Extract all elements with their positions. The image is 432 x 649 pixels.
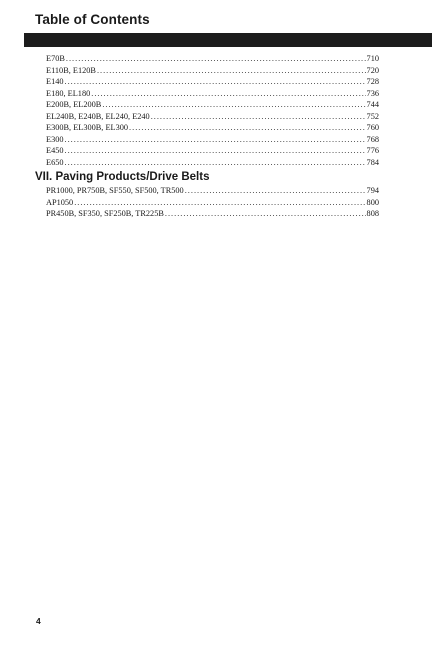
toc-entry[interactable] <box>46 157 379 168</box>
toc-entry[interactable] <box>46 88 379 99</box>
entry-page-number: 784 <box>366 157 379 167</box>
entry-page-number: 720 <box>366 65 379 75</box>
dot-leader <box>165 208 366 219</box>
entry-page-number: 752 <box>366 111 379 121</box>
page-number: 4 <box>36 616 41 626</box>
toc-entry[interactable] <box>46 65 379 76</box>
entry-page-number: 736 <box>366 88 379 98</box>
entry-title: E200B, EL200B <box>46 100 102 109</box>
dot-leader <box>66 53 366 64</box>
entry-title: E70B <box>46 54 65 63</box>
toc-entry[interactable] <box>46 185 379 196</box>
entry-page-number: 710 <box>366 54 379 63</box>
toc-entry[interactable] <box>46 76 379 87</box>
entry-page-number: 768 <box>366 134 379 144</box>
entry-title: E180, EL180 <box>46 88 91 98</box>
entry-title: E300B, EL300B, EL300 <box>46 123 129 132</box>
dot-leader <box>151 111 366 122</box>
entry-title: E140 <box>46 77 64 86</box>
dot-leader <box>91 88 365 99</box>
header-bar <box>24 33 432 47</box>
entry-title: EL240B, E240B, EL240, E240 <box>46 111 150 121</box>
dot-leader <box>65 76 366 87</box>
entry-page-number: 728 <box>366 77 379 86</box>
entry-title: PR450B, SF350, SF250B, TR225B <box>46 209 164 218</box>
toc-entry[interactable] <box>46 145 379 156</box>
entry-page-number: 760 <box>366 123 379 132</box>
dot-leader <box>65 145 366 156</box>
entry-page-number: 800 <box>366 197 379 207</box>
toc-entry[interactable] <box>46 111 379 122</box>
entry-page-number: 794 <box>366 186 379 195</box>
toc-entry[interactable] <box>46 197 379 208</box>
entry-page-number: 808 <box>366 209 379 218</box>
dot-leader <box>65 157 366 168</box>
dot-leader <box>97 65 366 76</box>
page-header-title: Table of Contents <box>35 12 150 27</box>
dot-leader <box>65 134 366 145</box>
toc-entry[interactable] <box>46 134 379 145</box>
entry-title: AP1050 <box>46 197 74 207</box>
toc-entry[interactable] <box>46 122 379 133</box>
dot-leader <box>185 185 366 196</box>
toc-entry[interactable] <box>46 208 379 219</box>
entry-title: PR1000, PR750B, SF550, SF500, TR500 <box>46 186 184 195</box>
entry-title: E450 <box>46 146 64 155</box>
entry-title: E110B, E120B <box>46 65 96 75</box>
entry-title: E650 <box>46 157 64 167</box>
dot-leader <box>74 197 365 208</box>
dot-leader <box>102 99 365 110</box>
toc-entry[interactable] <box>46 99 379 110</box>
section-heading: VII. Paving Products/Drive Belts <box>35 171 210 183</box>
toc-entry[interactable] <box>46 53 379 64</box>
entry-page-number: 776 <box>366 146 379 155</box>
dot-leader <box>129 122 366 133</box>
entry-page-number: 744 <box>366 100 379 109</box>
entry-title: E300 <box>46 134 64 144</box>
